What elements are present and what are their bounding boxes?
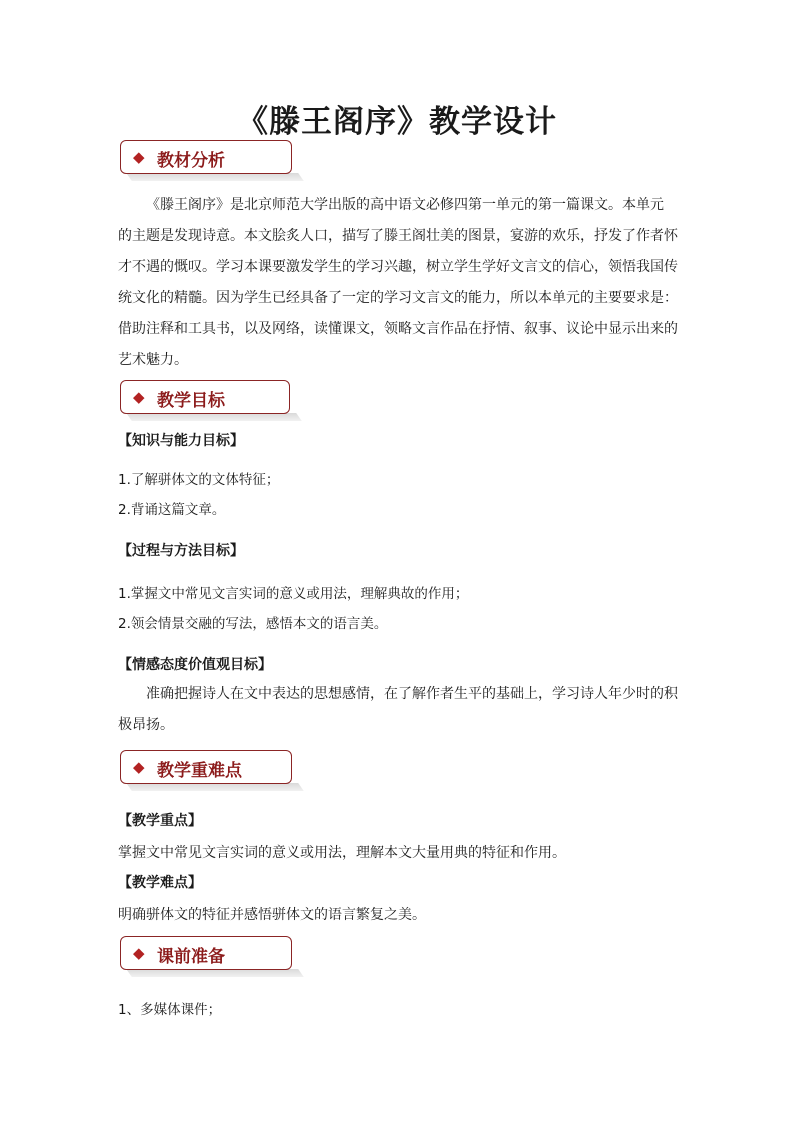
objective-item: 1.掌握文中常见文言实词的意义或用法，理解典故的作用；: [118, 586, 469, 602]
diamond-icon: ◆: [133, 944, 145, 962]
section-header-shadow: [126, 783, 304, 791]
section-header-preparation: [120, 936, 292, 970]
section-header-label: 教学目标: [157, 391, 225, 411]
section-header-shadow: [126, 413, 302, 421]
paragraph-line: 准确把握诗人在文中表达的思想感情，在了解作者生平的基础上，学习诗人年少时的积: [146, 686, 678, 702]
section-header-analysis: [120, 140, 292, 174]
objective-item: 1.了解骈体文的文体特征；: [118, 472, 280, 488]
section-header-label: 教材分析: [157, 151, 225, 171]
objective-heading-knowledge: 【知识与能力目标】: [118, 433, 244, 449]
key-point-heading: 【教学重点】: [118, 813, 202, 829]
emotion-paragraph: [118, 679, 678, 741]
analysis-paragraph: [118, 190, 678, 376]
section-header-objectives: [120, 380, 290, 414]
paragraph-line: 的主题是发现诗意。本文脍炙人口，描写了滕王阁壮美的图景，宴游的欢乐，抒发了作者怀: [118, 228, 678, 244]
objective-item: 2.背诵这篇文章。: [118, 502, 226, 518]
key-point-text: 掌握文中常见文言实词的意义或用法，理解本文大量用典的特征和作用。: [118, 845, 566, 861]
paragraph-line: 艺术魅力。: [118, 352, 188, 368]
difficulty-heading: 【教学难点】: [118, 875, 202, 891]
section-header-key-points: [120, 750, 292, 784]
section-header-label: 教学重难点: [157, 761, 242, 781]
paragraph-line: 极昂扬。: [118, 717, 174, 733]
difficulty-text: 明确骈体文的特征并感悟骈体文的语言繁复之美。: [118, 907, 426, 923]
preparation-item: 1、多媒体课件；: [118, 1002, 222, 1018]
paragraph-line: 《滕王阁序》是北京师范大学出版的高中语文必修四第一单元的第一篇课文。本单元: [146, 197, 664, 213]
objective-item: 2.领会情景交融的写法，感悟本文的语言美。: [118, 616, 388, 632]
objective-heading-process: 【过程与方法目标】: [118, 543, 244, 559]
diamond-icon: ◆: [133, 388, 145, 406]
diamond-icon: ◆: [133, 758, 145, 776]
paragraph-line: 借助注释和工具书，以及网络，读懂课文，领略文言作品在抒情、叙事、议论中显示出来的: [118, 321, 678, 337]
diamond-icon: ◆: [133, 148, 145, 166]
section-header-shadow: [126, 173, 304, 181]
objective-heading-emotion: 【情感态度价值观目标】: [118, 657, 272, 673]
section-header-label: 课前准备: [157, 947, 225, 967]
paragraph-line: 才不遇的慨叹。学习本课要激发学生的学习兴趣，树立学生学好文言文的信心，领悟我国传: [118, 259, 678, 275]
section-header-shadow: [126, 969, 304, 977]
page-title: 《滕王阁序》教学设计: [237, 104, 557, 140]
paragraph-line: 统文化的精髓。因为学生已经具备了一定的学习文言文的能力，所以本单元的主要要求是：: [118, 290, 678, 306]
